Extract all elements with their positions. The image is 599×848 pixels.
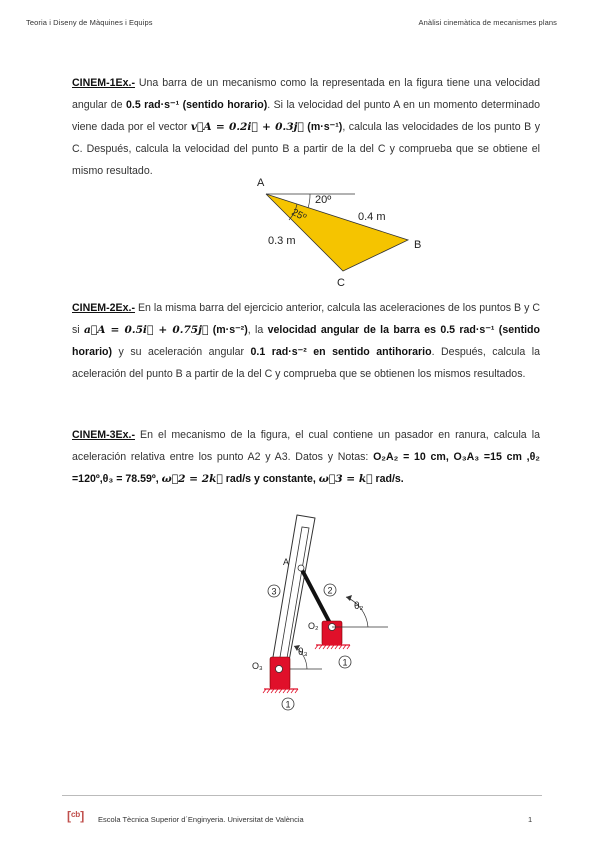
exercise-1-text-3: , calcula las velocidades de los punto B y C. Después, calcula la velocidad del punto B a partir de la del C y comprueba que se obtiene el mismo resultado.: [72, 121, 541, 177]
exercise-1-text-1: Una barra de un mecanismo como la representada en la figura tiene una velocidad angular de: [72, 77, 540, 111]
theta2-arrow: [346, 595, 352, 601]
exercise-2-acceleration-unit: (m·s⁻²): [208, 324, 248, 336]
angle-20-arc: [308, 194, 310, 208]
o2-label: O₂: [308, 621, 319, 631]
exercise-3-omega3: ω⃗3 = k⃗: [318, 473, 373, 485]
o3-label: O₃: [252, 661, 263, 671]
exercise-2-text-4: . Después, calcula la aceleración del punto B a partir de la del C y comprueba que se obtienen los mismos resultados.: [72, 346, 540, 380]
exercise-2-text-1: En la misma barra del ejercicio anterior, calcula las aceleraciones de los puntos B y C si: [72, 302, 540, 336]
exercise-2-paragraph: [72, 297, 540, 385]
exercise-1-velocity-vector: v⃗A = 0.2i⃗ + 0.3j⃗: [190, 121, 304, 133]
label-3-text: 3: [271, 586, 277, 597]
header-right-title: Anàlisi cinemàtica de mecanismes plans: [418, 18, 557, 27]
exercise-3-omega2-unit: rad/s y constante,: [222, 473, 319, 485]
exercise-3-omega3-unit: rad/s.: [372, 473, 404, 485]
exercise-3-text-1: En el mecanismo de la figura, el cual contiene un pasador en ranura, calcula la aceleración relativa entre los punto A2 y A3. Datos y Notas:: [72, 429, 540, 463]
footer-divider: [62, 795, 542, 796]
exercise-2-acceleration-vector: a⃗A = 0.5i⃗ + 0.75j⃗: [84, 324, 209, 336]
point-a-label: A: [257, 177, 265, 189]
angle-20-label: 20º: [315, 194, 332, 206]
support-o3: [270, 657, 290, 689]
length-03-label: 0.3 m: [268, 235, 296, 247]
university-logo: [ᶜᵇ]: [67, 809, 85, 823]
pin-a: [298, 565, 304, 571]
page-number: 1: [528, 815, 533, 824]
label-2-text: 2: [327, 585, 333, 596]
pivot-o3: [276, 666, 283, 673]
exercise-1-text-2: . Si la velocidad del punto A en un momento determinado viene dada por el vector: [72, 99, 540, 133]
theta3-label: θ₃: [298, 647, 308, 658]
exercise-1-paragraph: [72, 72, 540, 182]
exercise-1-angular-velocity: 0.5 rad·s⁻¹ (sentido horario): [125, 99, 268, 111]
exercise-3-label: CINEM-3Ex.-: [72, 429, 135, 441]
exercise-2-text-2: , la: [247, 324, 268, 336]
exercise-1-velocity-unit: (m·s⁻¹): [303, 121, 343, 133]
triangle-bar-shape: [266, 194, 408, 271]
exercise-3-paragraph: [72, 424, 540, 490]
exercise-2-label: CINEM-2Ex.-: [72, 302, 135, 314]
exercise-2-text-3: y su aceleración angular: [112, 346, 251, 358]
label-1-bottom-text: 1: [285, 699, 291, 710]
exercise-2-angular-acceleration: 0.1 rad·s⁻² en sentido antihorario: [250, 346, 432, 358]
label-1-right-text: 1: [342, 657, 348, 668]
point-b-label: B: [414, 239, 422, 251]
exercise-3-omega2: ω⃗2 = 2k⃗: [161, 473, 223, 485]
point-c-label: C: [337, 277, 345, 289]
header-left-title: Teoria i Diseny de Màquines i Equips: [26, 18, 153, 27]
angle-25-label: 25º: [289, 206, 308, 224]
exercise-3-data: O₂A₂ = 10 cm, O₃A₃ =15 cm ,θ₂ =120º,θ₃ = 78.59º,: [72, 451, 540, 485]
length-04-label: 0.4 m: [358, 211, 386, 223]
link-2-bar: [301, 568, 332, 627]
theta2-label: θ₂: [354, 601, 364, 612]
exercise-1-label: CINEM-1Ex.-: [72, 77, 135, 89]
triangle-bar-figure: [255, 172, 425, 290]
footer-institution: Escola Tècnica Superior d´Enginyeria. Universitat de València: [98, 815, 304, 824]
slotted-mechanism-figure: [250, 505, 400, 715]
point-a-label: A: [283, 557, 290, 567]
exercise-2-angular-velocity: velocidad angular de la barra es 0.5 rad·s⁻¹ (sentido horario): [72, 324, 540, 358]
